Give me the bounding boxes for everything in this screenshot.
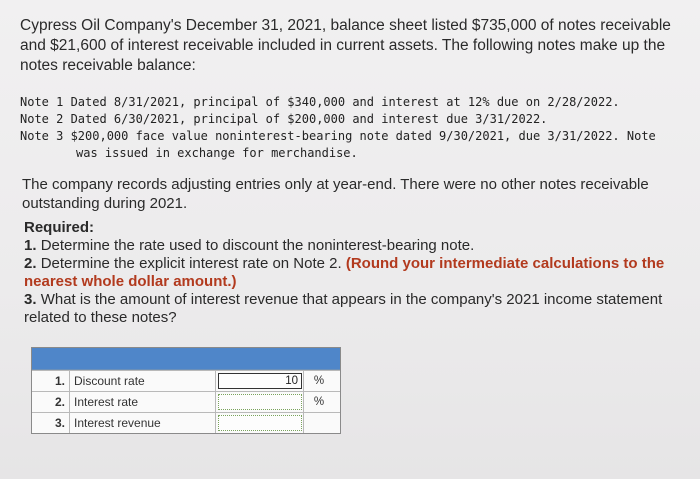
records-paragraph: The company records adjusting entries only at year-end. There were no other notes receivable outstanding during 2021. [22,176,649,212]
row-number: 1. [32,371,70,391]
interest-rate-cell [216,392,304,412]
question-2 [24,255,684,291]
note-3: Note 3 $200,000 face value noninterest-bearing note dated 9/30/2021, due 3/31/2022. Note [20,129,656,143]
answer-table-header [32,348,340,370]
answer-row-discount-rate [32,370,340,391]
question-3 [24,291,684,327]
answer-row-interest-rate [32,391,340,412]
question-2-rounding-note: (Round your intermediate calculations to the nearest whole dollar amount.) [24,255,665,290]
note-3-continuation: was issued in exchange for merchandise. [76,146,358,160]
required-section [24,219,684,327]
discount-rate-input[interactable]: 10 [218,373,302,389]
question-1 [24,237,684,255]
row-label: Interest revenue [70,413,216,433]
question-3-number: 3. [24,291,37,308]
row-number: 2. [32,392,70,412]
answer-row-interest-revenue [32,412,340,433]
percent-unit: % [313,396,325,408]
interest-revenue-cell [216,413,304,433]
row-label: Interest rate [70,392,216,412]
required-heading: Required: [24,219,95,236]
unit-cell [304,413,334,433]
interest-revenue-input[interactable] [218,415,302,431]
intro-paragraph: Cypress Oil Company's December 31, 2021, balance sheet listed $735,000 of notes receivable and $21,600 of interest receivable included in current assets. The following notes make up the notes receivable balance: [20,17,671,74]
notes-list [20,94,690,162]
question-1-number: 1. [24,237,37,254]
note-2: Note 2 Dated 6/30/2021, principal of $200,000 and interest due 3/31/2022. [20,112,548,126]
answer-table [31,347,341,434]
interest-rate-input[interactable] [218,394,302,410]
row-label: Discount rate [70,371,216,391]
question-2-text: Determine the explicit interest rate on Note 2. [40,255,342,272]
question-3-text: What is the amount of interest revenue that appears in the company's 2021 income statement related to these notes? [24,291,663,326]
percent-unit: % [313,375,325,387]
note-1: Note 1 Dated 8/31/2021, principal of $340,000 and interest at 12% due on 2/28/2022. [20,95,620,109]
question-1-text: Determine the rate used to discount the noninterest-bearing note. [40,237,475,254]
discount-rate-cell [216,371,304,391]
row-number: 3. [32,413,70,433]
question-2-number: 2. [24,255,37,272]
